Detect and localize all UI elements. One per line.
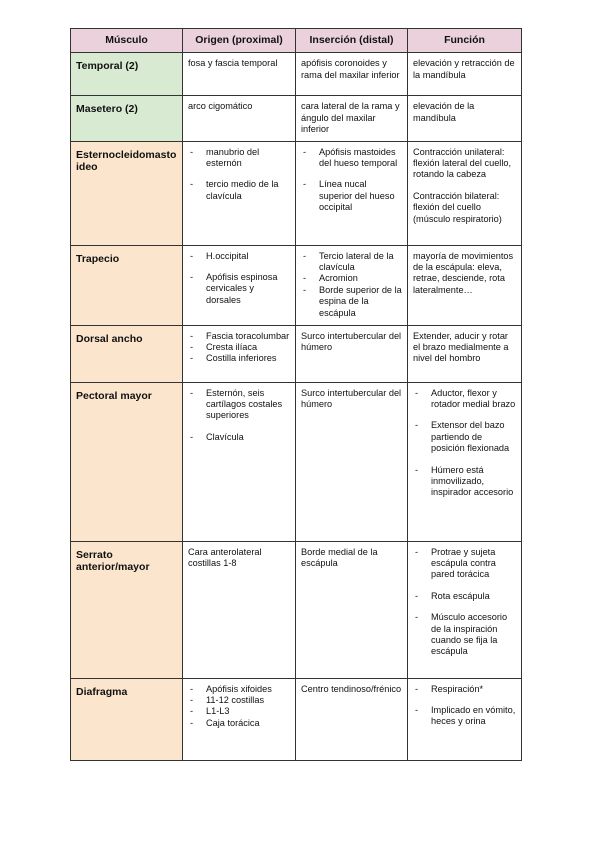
muscle-name: Dorsal ancho <box>71 325 183 382</box>
insertion-cell: Borde medial de la escápula <box>296 541 408 678</box>
insertion-cell: Surco intertubercular del húmero <box>296 325 408 382</box>
origin-list <box>188 147 290 203</box>
insertion-cell <box>296 141 408 245</box>
list-item: - Húmero está inmovilizado, inspirador accesorio <box>413 465 516 499</box>
function-cell <box>408 541 522 678</box>
list-item: - tercio medio de la clavícula <box>188 179 290 202</box>
list-item: - Cresta ilíaca <box>188 342 290 353</box>
origin-cell <box>183 678 296 760</box>
list-item: - Respiración* <box>413 684 516 695</box>
muscle-name: Serrato anterior/mayor <box>71 541 183 678</box>
table-row <box>71 53 522 96</box>
list-item: - Línea nucal superior del hueso occipital <box>301 179 402 213</box>
paragraph: Contracción unilateral: flexión lateral del cuello, rotando la cabeza <box>413 146 512 180</box>
table-row <box>71 325 522 382</box>
muscle-name: Masetero (2) <box>71 96 183 141</box>
list-item: - Rota escápula <box>413 591 516 602</box>
muscle-table <box>70 28 522 761</box>
function-cell: Extender, aducir y rotar el brazo medialmente a nivel del hombro <box>408 325 522 382</box>
list-item: - Apófisis espinosa cervicales y dorsales <box>188 272 290 306</box>
table-row <box>71 141 522 245</box>
muscle-name: Pectoral mayor <box>71 382 183 541</box>
insertion-cell: Centro tendinoso/frénico <box>296 678 408 760</box>
list-item: - Músculo accesorio de la inspiración cuando se fija la escápula <box>413 612 516 658</box>
list-item: - Extensor del bazo partiendo de posición flexionada <box>413 420 516 454</box>
list-item: - Clavícula <box>188 432 290 443</box>
header-row <box>71 29 522 53</box>
insertion-list <box>301 251 402 319</box>
function-cell <box>408 678 522 760</box>
list-item: - Apófisis mastoides del hueso temporal <box>301 147 402 170</box>
origin-list <box>188 251 290 307</box>
function-list <box>413 547 516 658</box>
table-row <box>71 382 522 541</box>
insertion-cell: cara lateral de la rama y ángulo del maxilar inferior <box>296 96 408 141</box>
muscle-name: Esternocleidomastoideo <box>71 141 183 245</box>
paragraph: Contracción bilateral: flexión del cuello (músculo respiratorio) <box>413 190 502 224</box>
list-item: - Caja torácica <box>188 718 290 729</box>
list-item: - 11-12 costillas <box>188 695 290 706</box>
list-item: - Apófisis xifoides <box>188 684 290 695</box>
header-origin: Origen (proximal) <box>183 29 296 53</box>
header-insertion: Inserción (distal) <box>296 29 408 53</box>
muscle-name: Temporal (2) <box>71 53 183 96</box>
list-item: - Esternón, seis cartílagos costales superiores <box>188 388 290 422</box>
insertion-cell: apófisis coronoides y rama del maxilar inferior <box>296 53 408 96</box>
list-item: - L1-L3 <box>188 706 290 717</box>
origin-list <box>188 388 290 444</box>
table-row <box>71 541 522 678</box>
list-item: - H.occipital <box>188 251 290 262</box>
origin-cell <box>183 382 296 541</box>
table-row <box>71 245 522 325</box>
list-item: - Protrae y sujeta escápula contra pared torácica <box>413 547 516 581</box>
origin-cell: fosa y fascia temporal <box>183 53 296 96</box>
list-item: - Aductor, flexor y rotador medial brazo <box>413 388 516 411</box>
list-item: - Tercio lateral de la clavícula <box>301 251 402 274</box>
muscle-name: Trapecio <box>71 245 183 325</box>
table-row <box>71 96 522 141</box>
list-item: - Borde superior de la espina de la escápula <box>301 285 402 319</box>
origin-cell <box>183 325 296 382</box>
header-function: Función <box>408 29 522 53</box>
origin-list <box>188 684 290 730</box>
function-cell <box>408 141 522 245</box>
list-item: - Implicado en vómito, heces y orina <box>413 705 516 728</box>
list-item: - Acromion <box>301 273 402 284</box>
function-cell <box>408 382 522 541</box>
function-cell: elevación de la mandíbula <box>408 96 522 141</box>
list-item: - manubrio del esternón <box>188 147 290 170</box>
origin-cell <box>183 245 296 325</box>
insertion-cell <box>296 245 408 325</box>
function-cell: mayoría de movimientos de la escápula: eleva, retrae, desciende, rota lateralmente… <box>408 245 522 325</box>
list-item: - Fascia toracolumbar <box>188 331 290 342</box>
origin-cell: Cara anterolateral costillas 1-8 <box>183 541 296 678</box>
insertion-cell: Surco intertubercular del húmero <box>296 382 408 541</box>
table-row <box>71 678 522 760</box>
function-list <box>413 388 516 499</box>
function-list <box>413 684 516 728</box>
function-cell: elevación y retracción de la mandíbula <box>408 53 522 96</box>
origin-list <box>188 331 290 365</box>
list-item: - Costilla inferiores <box>188 353 290 364</box>
header-muscle: Músculo <box>71 29 183 53</box>
origin-cell <box>183 141 296 245</box>
insertion-list <box>301 147 402 214</box>
muscle-name: Diafragma <box>71 678 183 760</box>
origin-cell: arco cigomático <box>183 96 296 141</box>
